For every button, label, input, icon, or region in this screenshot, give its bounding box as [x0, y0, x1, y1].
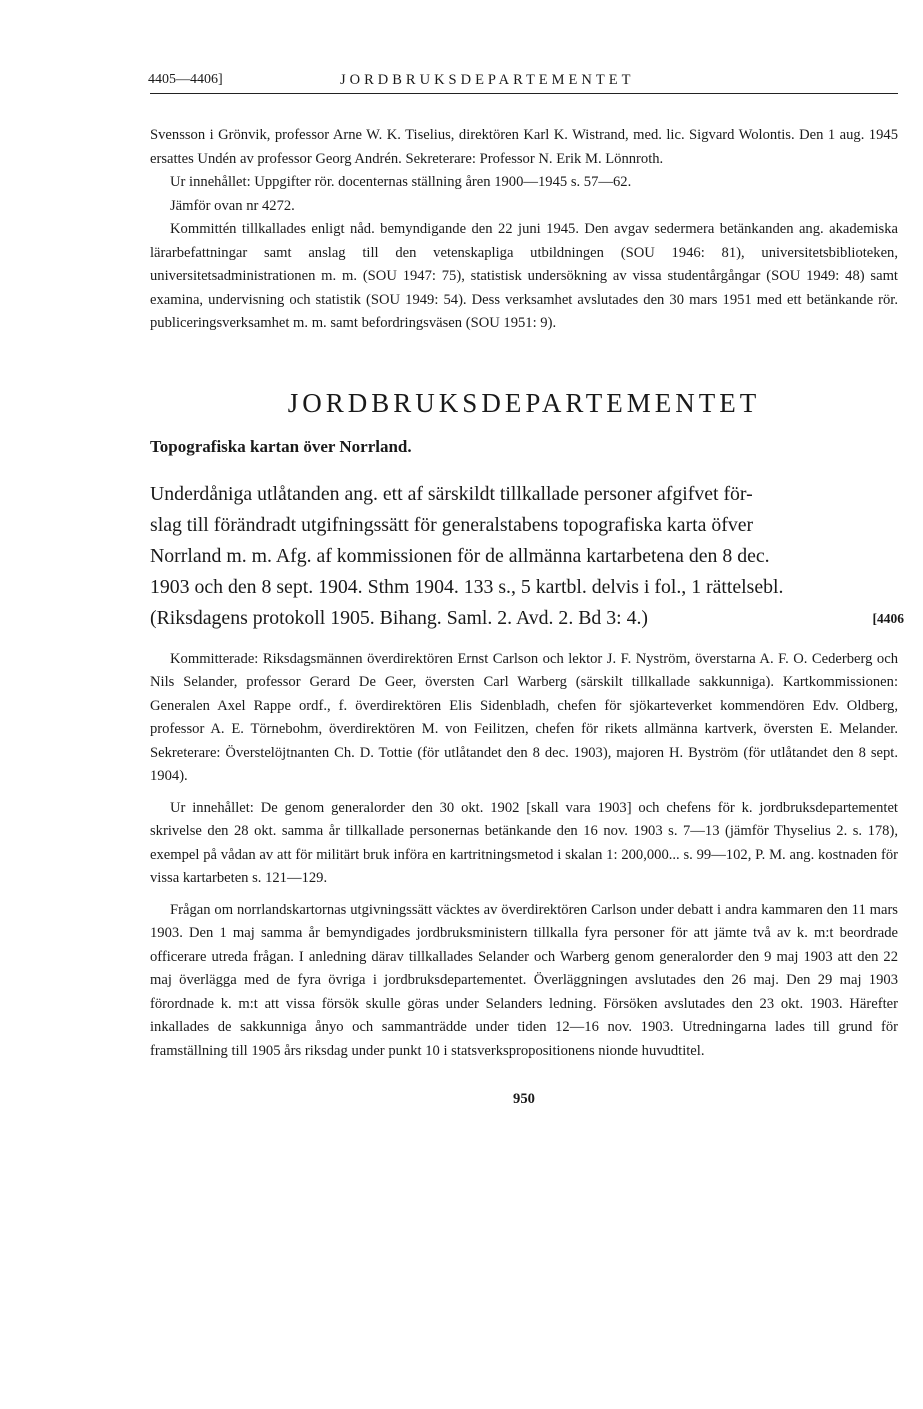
document-page — [148, 72, 904, 1108]
paragraph-contents: Ur innehållet: De genom generalorder den 30 okt. 1902 [skall vara 1903] och chefens för k. jordbruksdepartementet skrivelse den 28 okt. samma år tillkallade personernas betänkande den 16 nov. 1903 s. 7—13 (jämför Thyselius 2. s. 178), exempel på vådan av att för militärt bruk införa en kartritningsmetod i skalan 1: 200,000... s. 99—102, P. M. ang. kostnaden för vissa kartarbeten s. 121—129. — [150, 799, 898, 886]
entry-line: Underdåniga utlåtanden ang. ett af särskildt tillkallade personer afgifvet för- — [150, 482, 753, 505]
paragraph-members: Kommitterade: Riksdagsmännen överdirektören Ernst Carlson och lektor J. F. Nyström, överstarna A. F. O. Cederberg och Nils Selander, professor Gerard De Geer, översten Carl Warberg (särskilt tillkallade sakkunniga). Kartkommissionen: Generalen Axel Rappe ordf., f. överdirektören Elis Sidenbladh, chefen för sjökarteverket kommendören Edv. Oldberg, professor A. E. Törnebohm, överdirektören M. von Feilitzen, chefen för rikets allmänna kartverk, översten E. Melander. Sekreterare: Överstelöjtnanten Ch. D. Tottie (för utlåtandet den 8 dec. 1903), majoren H. Byström (för utlåtandet den 8 sept. 1904). — [150, 650, 898, 784]
entry-line: Norrland m. m. Afg. af kommissionen för de allmänna kartarbetena den 8 dec. — [150, 544, 770, 567]
entry-line-text: (Riksdagens protokoll 1905. Bihang. Saml. 2. Avd. 2. Bd 3: 4.) — [150, 606, 648, 629]
entry-line: 1903 och den 8 sept. 1904. Sthm 1904. 133 s., 5 kartbl. delvis i fol., 1 rättelsebl. — [150, 575, 784, 598]
top-block — [150, 124, 898, 336]
entry-line — [150, 603, 904, 634]
paragraph-committee-history: Kommittén tillkallades enligt nåd. bemyndigande den 22 juni 1945. Den avgav sedermera betänkanden ang. akademiska lärarbefattningar samt anslag till den vetenskapliga utbildningen (SOU 1946: 81), universitetsbiblioteken, universitetsadministrationen m. m. (SOU 1947: 75), statistisk undersökning av vissa studentårgångar (SOU 1949: 48) samt examina, undervisning och statistik (SOU 1949: 54). Dess verksamhet avslutades den 30 mars 1951 med ett betänkande rör. publiceringsverksamhet m. m. samt befordringsväsen (SOU 1951: 9). — [150, 221, 898, 331]
entry-line: slag till förändradt utgifningssätt för generalstabens topografiska karta öfver — [150, 513, 754, 536]
paragraph-history: Frågan om norrlandskartornas utgivningssätt väcktes av överdirektören Carlson under debatt i andra kammaren den 11 mars 1903. Den 1 maj samma år bemyndigades jordbruksministern tillkalla fyra personer för att jämte två av k. m:t beordrade officerare utreda frågan. I anledning därav tillkallades Selander och Warberg genom generalorder den 9 maj 1903 att den 22 maj överlägga med de fyra övriga i jordbruksdepartementet. Överläggningen avslutades den 26 maj. Den 29 maj 1903 förordnade k. m:t att vissa försök skulle göras under Selanders ledning. Försöken avslutades den 23 okt. 1903. Härefter inkallades de sakkunniga ånyo och sammanträdde under tiden 12—16 nov. 1903. Utredningarna lades till grund för framställning till 1905 års riksdag under punkt 10 i statsverkspropositionens nionde huvudtitel. — [150, 901, 898, 1059]
page-number: 950 — [513, 1091, 535, 1107]
paragraph-contents-ref: Ur innehållet: Uppgifter rör. docenternas ställning åren 1900—1945 s. 57—62. — [170, 174, 632, 190]
paragraph-committee-members: Svensson i Grönvik, professor Arne W. K. Tiselius, direktören Karl K. Wistrand, med. lic. Sigvard Wolontis. Den 1 aug. 1945 ersattes Undén av professor Georg Andrén. Sekreterare: Professor N. Erik M. Lönnroth. — [150, 127, 898, 167]
paragraph-compare: Jämför ovan nr 4272. — [170, 197, 295, 214]
running-title: JORDBRUKSDEPARTEMENTET — [340, 72, 635, 88]
entry-reference-number: [4406 — [872, 610, 904, 626]
section-title: JORDBRUKSDEPARTEMENTET — [287, 387, 761, 418]
running-header — [150, 72, 898, 94]
entry-title-block — [150, 479, 904, 634]
entry-subtitle: Topografiska kartan över Norrland. — [150, 436, 412, 456]
page-range: 4405—4406] — [148, 72, 223, 87]
